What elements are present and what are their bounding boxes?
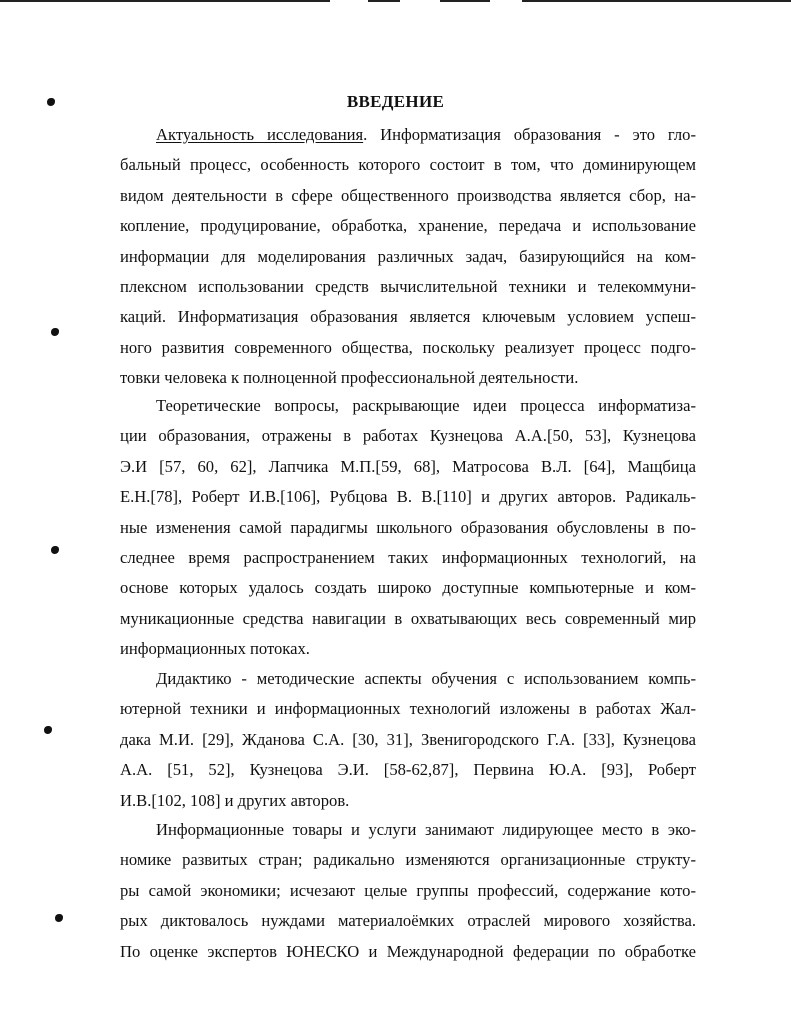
text-line: видом деятельности в сфере общественного производства является сбор, на- xyxy=(120,185,696,205)
text-line: следнее время распространением таких информационных технологий, на xyxy=(120,547,696,567)
page-title: ВВЕДЕНИЕ xyxy=(346,92,445,111)
text-line: дака М.И. [29], Жданова С.А. [30, 31], Звенигородского Г.А. [33], Кузнецова xyxy=(120,729,696,749)
section-lead: Актуальность исследования xyxy=(156,125,364,144)
text-line: ного развития современного общества, поскольку реализует процесс подго- xyxy=(120,337,696,357)
text-line: Актуальность исследования. Информатизация образования - это гло- xyxy=(156,125,696,144)
text-line: ры самой экономики; исчезают целые группы профессий, содержание кото- xyxy=(120,880,696,900)
text-line: муникационные средства навигации в охватывающих весь современный мир xyxy=(120,608,696,628)
text-line: каций. Информатизация образования является ключевым условием успеш- xyxy=(120,307,696,327)
paragraph-information-goods xyxy=(120,815,696,967)
text-line: ютерной техники и информационных технологий изложены в работах Жал- xyxy=(120,699,696,719)
text-line: Э.И [57, 60, 62], Лапчика М.П.[59, 68], Матросова В.Л. [64], Мащбица xyxy=(120,456,696,476)
text-line: информационных потоках. xyxy=(120,639,310,659)
scan-edge-line xyxy=(368,0,400,2)
binder-hole-mark xyxy=(51,328,59,336)
binder-hole-mark xyxy=(44,726,52,734)
text-line: копление, продуцирование, обработка, хранение, передача и использование xyxy=(120,216,696,236)
text-line: По оценке экспертов ЮНЕСКО и Международной федерации по обработке xyxy=(120,941,696,961)
text-line: ции образования, отражены в работах Кузнецова А.А.[50, 53], Кузнецова xyxy=(120,426,696,446)
scan-edge-line xyxy=(522,0,791,2)
text-line: товки человека к полноценной профессиональной деятельности. xyxy=(120,368,579,388)
text-line: рых диктовалось нуждами материалоёмких отраслей мирового хозяйства. xyxy=(120,911,696,931)
text-line: Е.Н.[78], Роберт И.В.[106], Рубцова В. В.[110] и других авторов. Радикаль- xyxy=(120,487,696,507)
binder-hole-mark xyxy=(51,546,59,554)
scan-edge-line xyxy=(440,0,490,2)
text-line: И.В.[102, 108] и других авторов. xyxy=(120,790,350,810)
paragraph-relevance xyxy=(120,120,696,394)
paragraph-didactic xyxy=(120,664,696,816)
text-line: плексном использовании средств вычислительной техники и телекоммуни- xyxy=(120,276,696,296)
scan-edge-line xyxy=(0,0,330,2)
text-line: информации для моделирования различных задач, базирующийся на ком- xyxy=(120,246,696,266)
text-line: Теоретические вопросы, раскрывающие идеи процесса информатиза- xyxy=(156,396,696,415)
text-line: основе которых удалось создать широко доступные компьютерные и ком- xyxy=(120,578,696,598)
text-line: Дидактико - методические аспекты обучения с использованием компь- xyxy=(156,669,696,688)
text-line: ные изменения самой парадигмы школьного образования обусловлены в по- xyxy=(120,517,696,537)
text-line: номике развитых стран; радикально изменяются организационные структу- xyxy=(120,850,696,870)
text-line: Информационные товары и услуги занимают лидирующее место в эко- xyxy=(156,820,696,839)
text-line: бальный процесс, особенность которого состоит в том, что доминирующем xyxy=(120,155,696,175)
paragraph-theory xyxy=(120,391,696,665)
text-line: А.А. [51, 52], Кузнецова Э.И. [58-62,87], Первина Ю.А. [93], Роберт xyxy=(120,760,696,780)
binder-hole-mark xyxy=(55,914,63,922)
